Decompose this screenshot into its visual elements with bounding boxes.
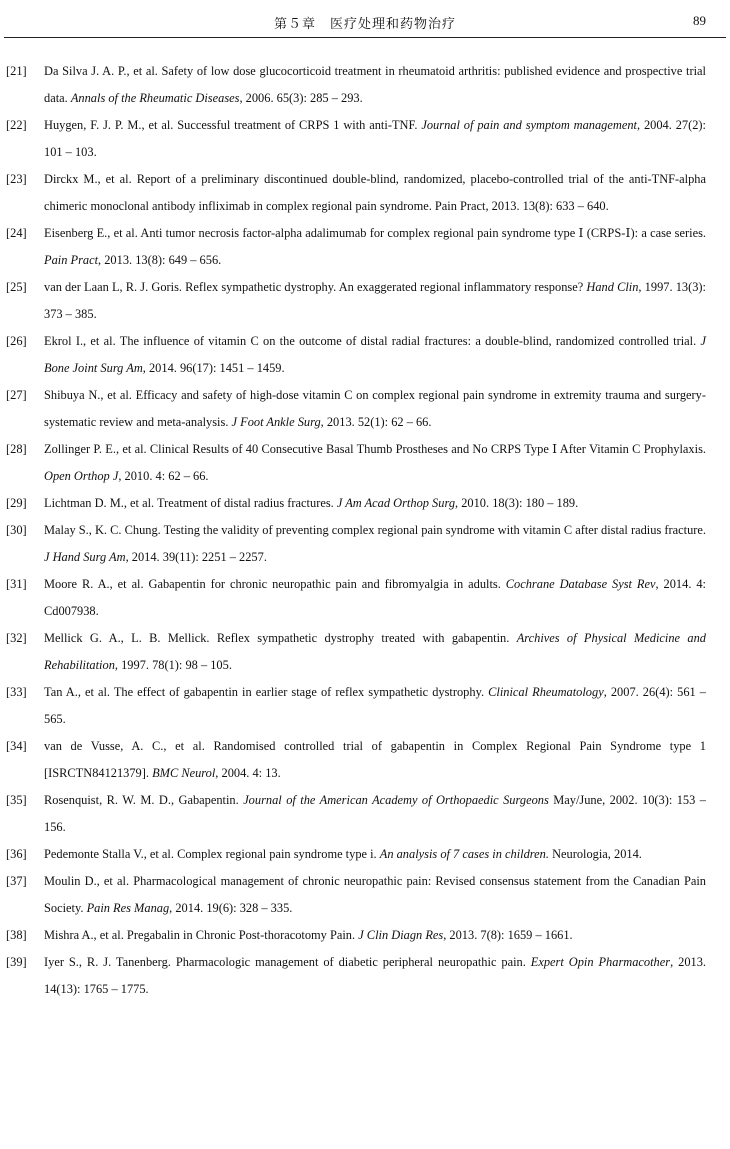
- reference-text: Shibuya N., et al. Efficacy and safety of high-dose vitamin C on complex regional pain syndrome in extremity trauma and surgery-systematic review and meta-analysis.: [44, 388, 706, 429]
- reference-journal: Pain Res Manag: [86, 901, 170, 915]
- reference-item: [6, 922, 706, 949]
- reference-journal: Pain Pract: [44, 253, 99, 267]
- reference-item: [6, 58, 706, 112]
- reference-item: [6, 166, 706, 220]
- reference-citation: Neurologia, 2014.: [548, 847, 642, 861]
- reference-citation: , 2013. 13(8): 649 – 656.: [98, 253, 222, 267]
- reference-text: Lichtman D. M., et al. Treatment of distal radius fractures.: [44, 496, 337, 510]
- reference-citation: , 2013. 52(1): 62 – 66.: [320, 415, 432, 429]
- reference-journal: J Foot Ankle Surg: [231, 415, 321, 429]
- reference-citation: , 2007. 26(4): 561 – 565.: [44, 685, 706, 726]
- reference-number: [36]: [6, 847, 27, 861]
- reference-citation: , 2014. 39(11): 2251 – 2257.: [125, 550, 267, 564]
- reference-item: [6, 571, 706, 625]
- reference-journal: Archives of Physical Medicine and Rehabilitation: [44, 631, 706, 672]
- reference-journal: Annals of the Rheumatic Diseases: [70, 91, 240, 105]
- reference-journal: J Bone Joint Surg Am: [44, 334, 706, 375]
- reference-item: [6, 328, 706, 382]
- reference-number: [28]: [6, 442, 27, 456]
- reference-text: Mishra A., et al. Pregabalin in Chronic Post-thoracotomy Pain.: [44, 928, 359, 942]
- reference-item: [6, 841, 706, 868]
- page-header: [0, 0, 730, 44]
- reference-citation: , 2004. 27(2): 101 – 103.: [44, 118, 707, 159]
- reference-text: Eisenberg E., et al. Anti tumor necrosis factor-alpha adalimumab for complex regional pain syndrome type Ⅰ (CRPS-Ⅰ): a case series.: [44, 226, 706, 240]
- reference-text: Dirckx M., et al. Report of a preliminary discontinued double-blind, randomized, placebo-controlled trial of the anti-TNF-alpha chimeric monoclonal antibody infliximab in complex regional pain syndrome. Pain Pract, 2013. 13(8): 633 – 640.: [44, 172, 706, 213]
- reference-text: Tan A., et al. The effect of gabapentin in earlier stage of reflex sympathetic dystrophy.: [44, 685, 489, 699]
- reference-item: [6, 382, 706, 436]
- reference-text: Ekrol I., et al. The influence of vitamin C on the outcome of distal radial fractures: a double-blind, randomized controlled trial.: [44, 334, 701, 348]
- reference-journal: BMC Neurol: [152, 766, 216, 780]
- reference-number: [29]: [6, 496, 27, 510]
- reference-journal: Journal of pain and symptom management: [421, 118, 637, 132]
- page-number: 89: [693, 13, 706, 28]
- reference-item: [6, 787, 706, 841]
- reference-text: Moore R. A., et al. Gabapentin for chronic neuropathic pain and fibromyalgia in adults.: [44, 577, 506, 591]
- reference-number: [25]: [6, 280, 27, 294]
- reference-item: [6, 949, 706, 1003]
- reference-number: [23]: [6, 172, 27, 186]
- reference-journal: J Am Acad Orthop Surg: [336, 496, 456, 510]
- reference-number: [32]: [6, 631, 27, 645]
- reference-text: Zollinger P. E., et al. Clinical Results of 40 Consecutive Basal Thumb Prostheses and No CRPS Type Ⅰ After Vitamin C Prophylaxis.: [44, 442, 706, 456]
- reference-text: Malay S., K. C. Chung. Testing the validity of preventing complex regional pain syndrome with vitamin C after distal radius fracture.: [44, 523, 706, 537]
- reference-item: [6, 112, 706, 166]
- reference-journal: Open Orthop J: [44, 469, 119, 483]
- reference-item: [6, 490, 706, 517]
- reference-number: [37]: [6, 874, 27, 888]
- reference-journal: Expert Opin Pharmacother: [530, 955, 671, 969]
- reference-text: Da Silva J. A. P., et al. Safety of low dose glucocorticoid treatment in rheumatoid arthritis: published evidence and prospective trial data.: [44, 64, 706, 105]
- reference-citation: , 1997. 78(1): 98 – 105.: [114, 658, 232, 672]
- reference-citation: , 2006. 65(3): 285 – 293.: [239, 91, 363, 105]
- reference-citation: , 2014. 4: Cd007938.: [44, 577, 706, 618]
- reference-list: [6, 58, 706, 1003]
- reference-number: [38]: [6, 928, 27, 942]
- reference-number: [21]: [6, 64, 27, 78]
- reference-citation: , 2013. 7(8): 1659 – 1661.: [443, 928, 573, 942]
- reference-citation: , 2013. 14(13): 1765 – 1775.: [44, 955, 707, 996]
- reference-journal: J Hand Surg Am: [44, 550, 126, 564]
- reference-text: Huygen, F. J. P. M., et al. Successful treatment of CRPS 1 with anti-TNF.: [44, 118, 422, 132]
- reference-item: [6, 517, 706, 571]
- reference-journal: Clinical Rheumatology: [488, 685, 604, 699]
- reference-number: [30]: [6, 523, 27, 537]
- reference-number: [31]: [6, 577, 27, 591]
- reference-citation: , 2004. 4: 13.: [215, 766, 281, 780]
- reference-item: [6, 220, 706, 274]
- reference-text: van de Vusse, A. C., et al. Randomised controlled trial of gabapentin in Complex Regional Pain Syndrome type 1 [ISRCTN84121379].: [44, 739, 706, 780]
- reference-text: Mellick G. A., L. B. Mellick. Reflex sympathetic dystrophy treated with gabapentin.: [44, 631, 517, 645]
- reference-citation: , 2014. 19(6): 328 – 335.: [169, 901, 293, 915]
- reference-citation: May/June, 2002. 10(3): 153 – 156.: [44, 793, 706, 834]
- reference-number: [24]: [6, 226, 27, 240]
- reference-journal: J Clin Diagn Res: [358, 928, 444, 942]
- reference-journal: Cochrane Database Syst Rev: [505, 577, 656, 591]
- reference-journal: An analysis of 7 cases in children.: [379, 847, 549, 861]
- reference-number: [39]: [6, 955, 27, 969]
- reference-journal: Hand Clin: [586, 280, 639, 294]
- reference-text: Pedemonte Stalla V., et al. Complex regional pain syndrome type i.: [44, 847, 380, 861]
- reference-citation: , 2010. 18(3): 180 – 189.: [455, 496, 579, 510]
- reference-item: [6, 274, 706, 328]
- reference-citation: , 2014. 96(17): 1451 – 1459.: [142, 361, 285, 375]
- reference-number: [35]: [6, 793, 27, 807]
- reference-text: Iyer S., R. J. Tanenberg. Pharmacologic management of diabetic peripheral neuropathic pain.: [44, 955, 531, 969]
- reference-citation: , 2010. 4: 62 – 66.: [118, 469, 209, 483]
- reference-citation: , 1997. 13(3): 373 – 385.: [44, 280, 706, 321]
- reference-item: [6, 868, 706, 922]
- reference-number: [26]: [6, 334, 27, 348]
- reference-item: [6, 679, 706, 733]
- reference-text: Moulin D., et al. Pharmacological management of chronic neuropathic pain: Revised consensus statement from the Canadian Pain Society.: [44, 874, 706, 915]
- reference-text: van der Laan L, R. J. Goris. Reflex sympathetic dystrophy. An exaggerated regional inflammatory response?: [44, 280, 587, 294]
- reference-item: [6, 733, 706, 787]
- reference-item: [6, 436, 706, 490]
- reference-item: [6, 625, 706, 679]
- chapter-title: 第５章 医疗处理和药物治疗: [273, 17, 456, 32]
- reference-number: [34]: [6, 739, 27, 753]
- reference-number: [33]: [6, 685, 27, 699]
- reference-number: [27]: [6, 388, 27, 402]
- header-divider: [4, 37, 726, 38]
- reference-number: [22]: [6, 118, 27, 132]
- reference-journal: Journal of the American Academy of Orthopaedic Surgeons: [243, 793, 549, 807]
- reference-text: Rosenquist, R. W. M. D., Gabapentin.: [44, 793, 244, 807]
